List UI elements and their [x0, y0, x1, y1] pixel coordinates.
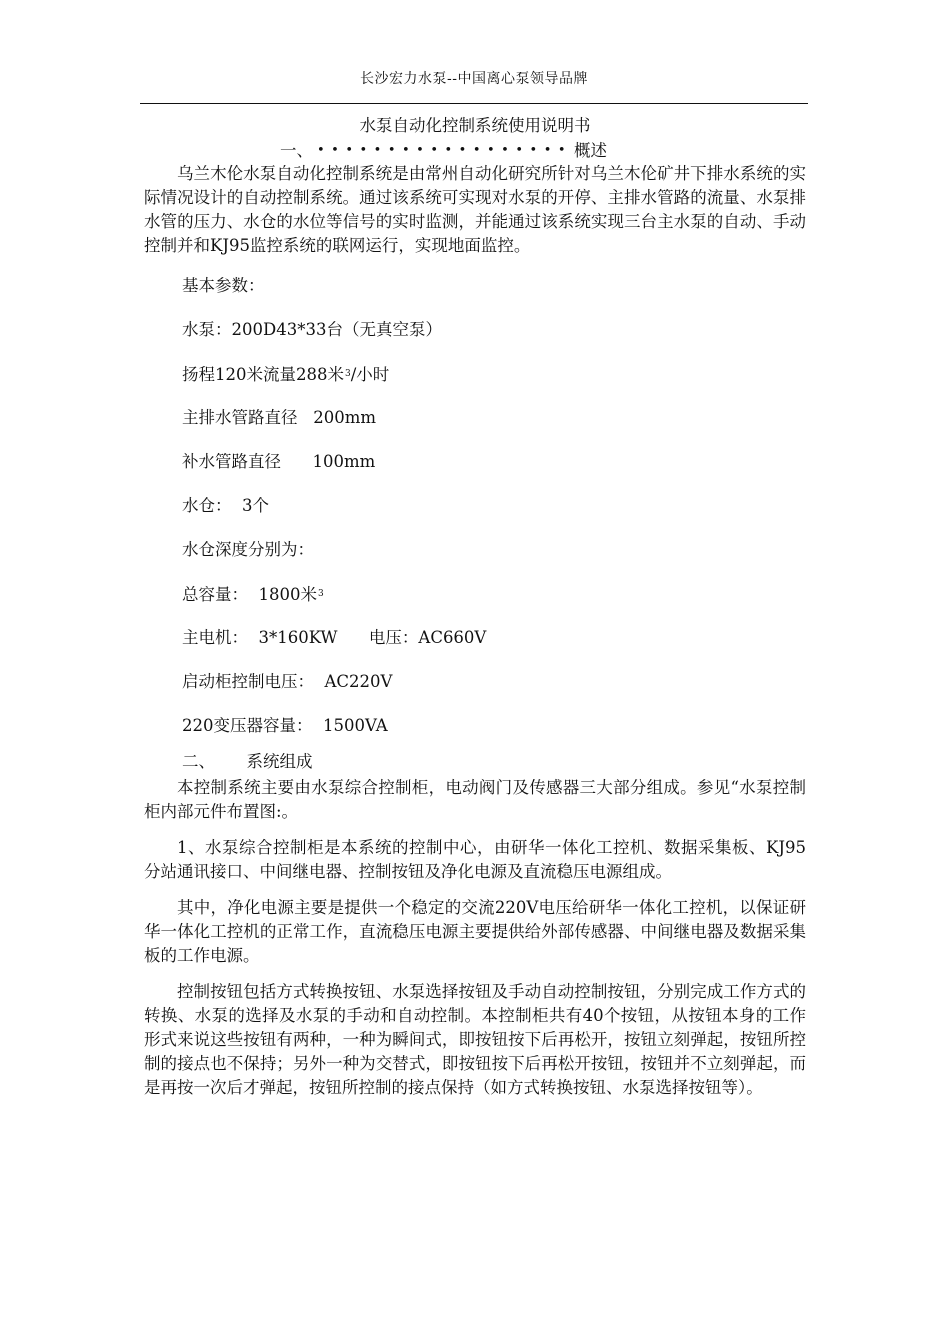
param-capacity-text: 总容量： 1800米 [182, 585, 317, 604]
param-head-flow [144, 352, 806, 396]
header-divider [140, 103, 808, 104]
params-heading: 基本参数： [182, 276, 265, 295]
param-pump: 水泵：200D43*33台（无真空泵） [182, 320, 442, 339]
power-supply-paragraph: 其中，净化电源主要是提供一个稳定的交流220V电压给研华一体化工控机，以保证研华一体化工控机的正常工作，直流稳压电源主要提供给外部传感器、中间继电器及数据采集板的工作电源。 [144, 898, 806, 965]
document-title: 水泵自动化控制系统使用说明书 [359, 116, 591, 135]
section-1-name: 概述 [574, 141, 608, 160]
section-1-number: 一、 [280, 141, 313, 160]
section-1-heading [144, 140, 806, 162]
buttons-paragraph: 控制按钮包括方式转换按钮、水泵选择按钮及手动自动控制按钮，分别完成工作方式的转换、水泵的选择及水泵的手动和自动控制。本控制柜共有40个按钮，从按钮本身的工作形式来说这些按钮有两种，一种为瞬间式，即按钮按下后再松开，按钮立刻弹起，按钮所控制的接点也不保持；另外一种为交替式，即按钮按下后再松开按钮，按钮并不立刻弹起，而是再按一次后才弹起，按钮所控制的接点保持（如方式转换按钮、水泵选择按钮等）。 [144, 982, 806, 1097]
param-supply-pipe: 补水管路直径 100mm [182, 452, 376, 471]
section-1-leader-dots: •••••••••••••••••• [317, 143, 573, 158]
document-body [144, 112, 806, 1100]
param-motor: 主电机： 3*160KW 电压：AC660V [182, 628, 487, 647]
param-capacity [144, 572, 806, 616]
section-2-heading: 二、 系统组成 [182, 752, 313, 771]
param-tanks: 水仓： 3个 [182, 496, 269, 515]
param-head-flow-superscript: 3 [345, 369, 351, 379]
param-cabinet-voltage: 启动柜控制电压： AC220V [182, 672, 393, 691]
param-main-pipe: 主排水管路直径 200mm [182, 408, 377, 427]
page-header: 长沙宏力水泵--中国离心泵领导品牌 [360, 71, 588, 87]
composition-paragraph: 本控制系统主要由水泵综合控制柜，电动阀门及传感器三大部分组成。参见“水泵控制柜内部元件布置图:。 [144, 778, 806, 821]
param-head-flow-text: 扬程120米流量288米 [182, 365, 344, 384]
param-capacity-superscript: 3 [317, 589, 324, 599]
intro-paragraph: 乌兰木伦水泵自动化控制系统是由常州自动化研究所针对乌兰木伦矿井下排水系统的实际情况设计的自动控制系统。通过该系统可实现对水泵的开停、主排水管路的流量、水泵排水管的压力、水仓的水位等信号的实时监测，并能通过该系统实现三台主水泵的自动、手动控制并和KJ95监控系统的联网运行，实现地面监控。 [144, 164, 806, 255]
param-transformer: 220变压器容量： 1500VA [182, 716, 388, 735]
param-head-flow-unit: /小时 [350, 365, 390, 384]
control-cabinet-paragraph: 1、水泵综合控制柜是本系统的控制中心，由研华一体化工控机、数据采集板、KJ95 分站通讯接口、中间继电器、控制按钮及净化电源及直流稳压电源组成。 [144, 838, 806, 881]
param-depth: 水仓深度分别为： [182, 540, 314, 559]
